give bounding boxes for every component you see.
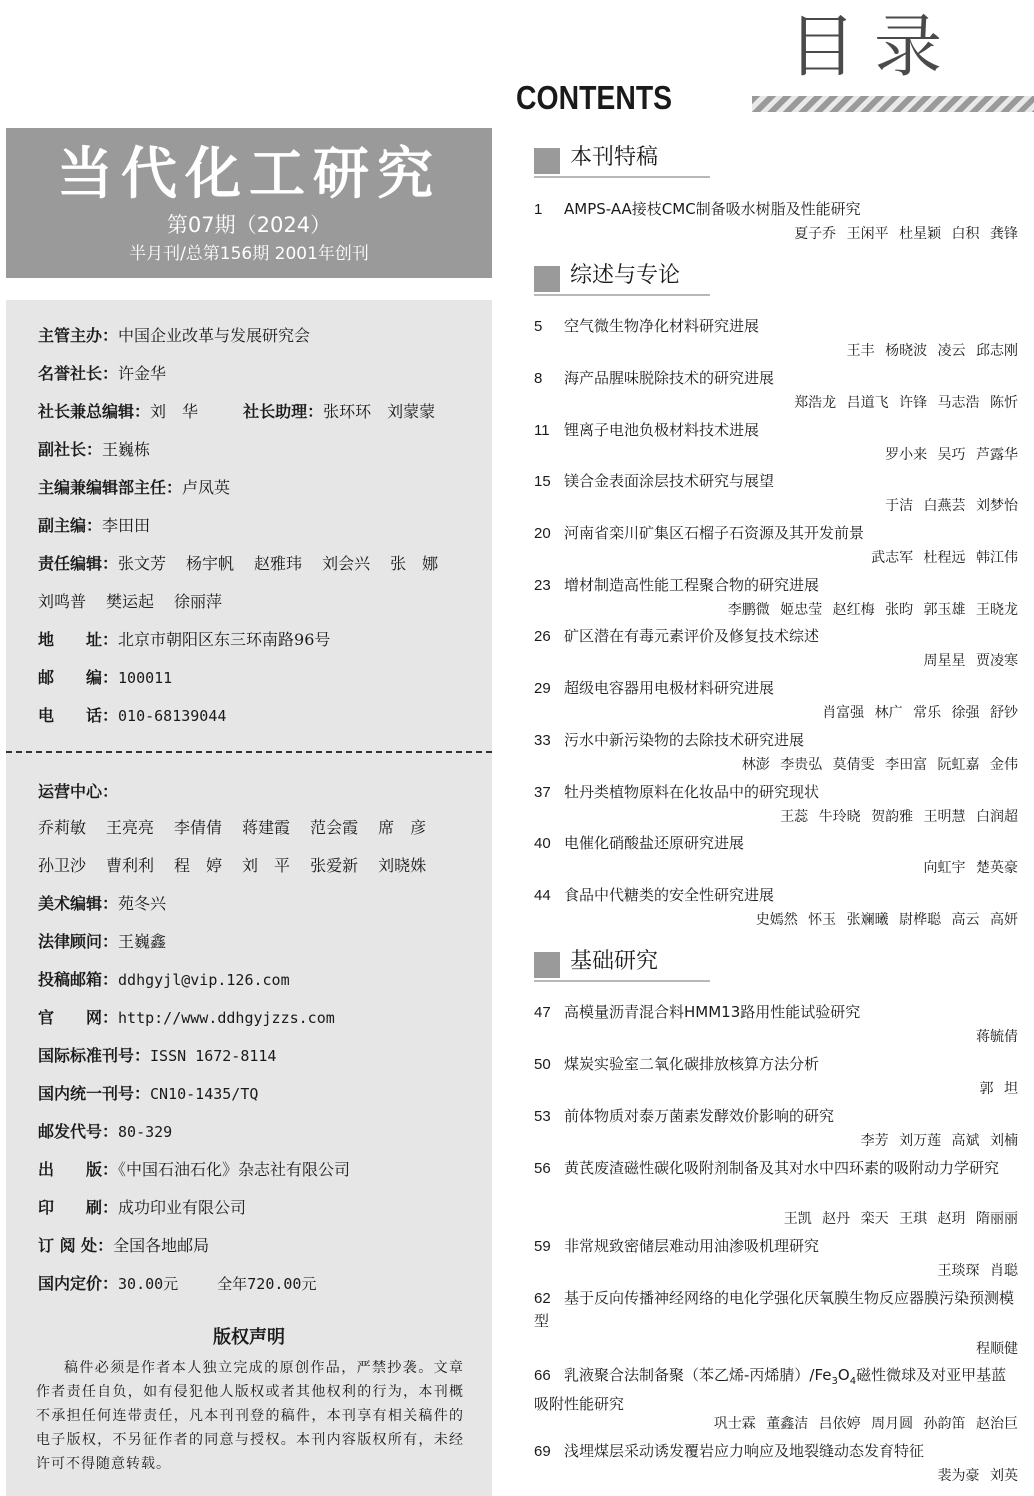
- toc-entry-44: 44 食品中代糖类的安全性研究进展: [534, 886, 775, 904]
- info-art-editor: 美术编辑：苑冬兴: [38, 894, 167, 913]
- info-issn: 国际标准刊号：ISSN 1672-8114: [38, 1046, 277, 1065]
- info-website: 官 网：http://www.ddhgyjzzs.com: [38, 1008, 335, 1027]
- toc-authors: 于洁 白燕芸 刘梦怡: [885, 498, 1018, 514]
- toc-authors: 郑浩龙 吕道飞 许锋 马志浩 陈忻: [794, 395, 1018, 411]
- toc-entry-29: 29 超级电容器用电极材料研究进展: [534, 679, 775, 697]
- toc-entry-53: 53 前体物质对泰万菌素发酵效价影响的研究: [534, 1107, 835, 1125]
- toc-entry-23: 23 增材制造高性能工程聚合物的研究进展: [534, 576, 820, 594]
- info-price: 国内定价：30.00元 全年720.00元: [38, 1274, 317, 1293]
- info-postcode: 邮 编：100011: [38, 668, 173, 687]
- info-president: 社长兼总编辑：刘 华 社长助理：张环环 刘蒙蒙: [38, 402, 436, 421]
- toc-authors: 程顺健: [976, 1341, 1018, 1357]
- section-marker: [534, 952, 560, 978]
- toc-authors: 罗小来 吴巧 芦露华: [885, 447, 1018, 463]
- info-email: 投稿邮箱：ddhgyjl@vip.126.com: [38, 970, 290, 989]
- toc-authors: 向虹宇 楚英豪: [923, 860, 1018, 876]
- toc-entry-11: 11 锂离子电池负极材料技术进展: [534, 421, 760, 439]
- toc-authors: 肖富强 林广 常乐 徐强 舒钞: [822, 705, 1018, 721]
- toc-entry-33: 33 污水中新污染物的去除技术研究进展: [534, 731, 805, 749]
- page-title-english: CONTENTS: [516, 79, 673, 116]
- info-subscribe: 订 阅 处：全国各地邮局: [38, 1236, 210, 1255]
- toc-authors: 周星星 贾凌寒: [923, 653, 1018, 669]
- section-marker: [534, 266, 560, 292]
- toc-entry-1: 1 AMPS-AA接枝CMC制备吸水树脂及性能研究: [534, 200, 861, 218]
- toc-authors: 王蕊 牛玲晓 贺韵雅 王明慧 白润超: [780, 809, 1018, 825]
- toc-entry-50: 50 煤炭实验室二氧化碳排放核算方法分析: [534, 1055, 820, 1073]
- toc-authors: 裴为豪 刘英: [937, 1468, 1018, 1484]
- copyright-body: 稿件必须是作者本人独立完成的原创作品，严禁抄袭。文章作者责任自负，如有侵犯他人版权或者其他权利的行为，本刊概不承担任何连带责任，凡本刊刊登的稿件，本刊享有相关稿件的电子版权，不另征作者的同意与授权。本刊内容版权所有，未经许可不得随意转载。: [36, 1360, 464, 1472]
- toc-authors: 李鹏微 姬忠莹 赵红梅 张昀 郭玉雄 王晓龙: [727, 602, 1018, 618]
- section-marker: [534, 148, 560, 174]
- toc-entry-59: 59 非常规致密储层难动用油渗吸机理研究: [534, 1237, 820, 1255]
- toc-authors: 李芳 刘万莲 高斌 刘楠: [860, 1133, 1018, 1149]
- section-special: 本刊特稿: [534, 142, 710, 178]
- info-operations-row2: 孙卫沙 曹利利 程 婷 刘 平 张爱新 刘晓姝: [38, 856, 427, 875]
- decorative-stripe: [752, 96, 1034, 112]
- dashed-divider: [6, 751, 492, 753]
- toc-authors: 武志军 杜程远 韩江伟: [871, 550, 1018, 566]
- toc-entry-56: 56 黄芪废渣磁性碳化吸附剂制备及其对水中四环素的吸附动力学研究: [534, 1159, 1000, 1177]
- section-review: 综述与专论: [534, 260, 710, 296]
- toc-authors: 郭 坦: [979, 1081, 1018, 1097]
- toc-authors: 林澎 李贵弘 莫倩雯 李田富 阮虹嘉 金伟: [741, 757, 1018, 773]
- toc-authors: 夏子乔 王闲平 杜星颖 白积 龚锋: [794, 226, 1018, 242]
- toc-entry-62: 62 基于反向传播神经网络的电化学强化厌氧膜生物反应器膜污染预测模型: [534, 1289, 1015, 1330]
- info-phone: 电 话：010-68139044: [38, 706, 227, 725]
- publication-frequency: 半月刊/总第156期 2001年创刊: [129, 244, 369, 264]
- toc-entry-20: 20 河南省栾川矿集区石榴子石资源及其开发前景: [534, 524, 865, 542]
- info-operations-row1: 乔莉敏 王亮亮 李倩倩 蒋建霞 范会霞 席 彦: [38, 818, 427, 837]
- toc-entry-37: 37 牡丹类植物原料在化妆品中的研究现状: [534, 783, 820, 801]
- toc-entry-26: 26 矿区潜在有毒元素评价及修复技术综述: [534, 627, 820, 645]
- info-vice-president: 副社长：王巍栋: [38, 440, 151, 459]
- toc-authors: 王琰琛 肖聪: [937, 1263, 1018, 1279]
- toc-authors: 史嫣然 怀玉 张斓曦 尉桦聪 高云 高妍: [755, 912, 1018, 928]
- info-sponsor: 主管主办：中国企业改革与发展研究会: [38, 326, 311, 345]
- page-title-chinese: 目录: [788, 8, 961, 87]
- toc-entry-15: 15 镁合金表面涂层技术研究与展望: [534, 472, 775, 490]
- info-editors-cont: 刘鸣普 樊运起 徐丽萍: [38, 592, 223, 611]
- info-printer: 印 刷：成功印业有限公司: [38, 1198, 247, 1217]
- toc-entry-47: 47 高模量沥青混合料HMM13路用性能试验研究: [534, 1003, 861, 1021]
- info-address: 地 址：北京市朝阳区东三环南路96号: [38, 630, 331, 649]
- info-operations-label: 运营中心：: [38, 782, 119, 801]
- toc-entry-40: 40 电催化硝酸盐还原研究进展: [534, 834, 745, 852]
- info-publisher: 出 版：《中国石油石化》杂志社有限公司: [38, 1160, 351, 1179]
- toc-authors: 蒋毓倩: [976, 1029, 1018, 1045]
- toc-entry-5: 5 空气微生物净化材料研究进展: [534, 317, 760, 335]
- issue-number: 第07期（2024）: [166, 213, 332, 237]
- toc-authors: 巩士霖 董鑫洁 吕依婷 周月圆 孙韵笛 赵治巨: [713, 1416, 1018, 1432]
- info-post-code: 邮发代号：80-329: [38, 1122, 173, 1141]
- section-basic-research: 基础研究: [534, 946, 710, 982]
- journal-info-panel: [6, 300, 492, 1496]
- info-editors: 责任编辑：张文芳 杨宇帆 赵雅玮 刘会兴 张 娜: [38, 554, 439, 573]
- journal-masthead: [6, 128, 492, 278]
- toc-entry-8: 8 海产品腥味脱除技术的研究进展: [534, 369, 775, 387]
- toc-entry-66: 66 乳液聚合法制备聚（苯乙烯-丙烯腈）$/Fe_3O_4$磁性微球及对亚甲基蓝吸附性能研究: [534, 1366, 1007, 1413]
- copyright-title: 版权声明: [213, 1327, 285, 1348]
- info-deputy-editor: 副主编：李田田: [38, 516, 151, 535]
- info-cn: 国内统一刊号：CN10-1435/TQ: [38, 1084, 259, 1103]
- info-chief-editor: 主编兼编辑部主任：卢凤英: [38, 478, 231, 497]
- info-legal: 法律顾问：王巍鑫: [38, 932, 167, 951]
- journal-name: 当代化工研究: [57, 141, 441, 207]
- toc-authors: 王丰 杨晓波 凌云 邱志刚: [846, 343, 1018, 359]
- toc-authors: 王凯 赵丹 栾天 王琪 赵玥 隋丽丽: [783, 1211, 1018, 1227]
- toc-entry-69: 69 浅埋煤层采动诱发覆岩应力响应及地裂缝动态发育特征: [534, 1442, 925, 1460]
- info-honorary-president: 名誉社长：许金华: [38, 364, 167, 383]
